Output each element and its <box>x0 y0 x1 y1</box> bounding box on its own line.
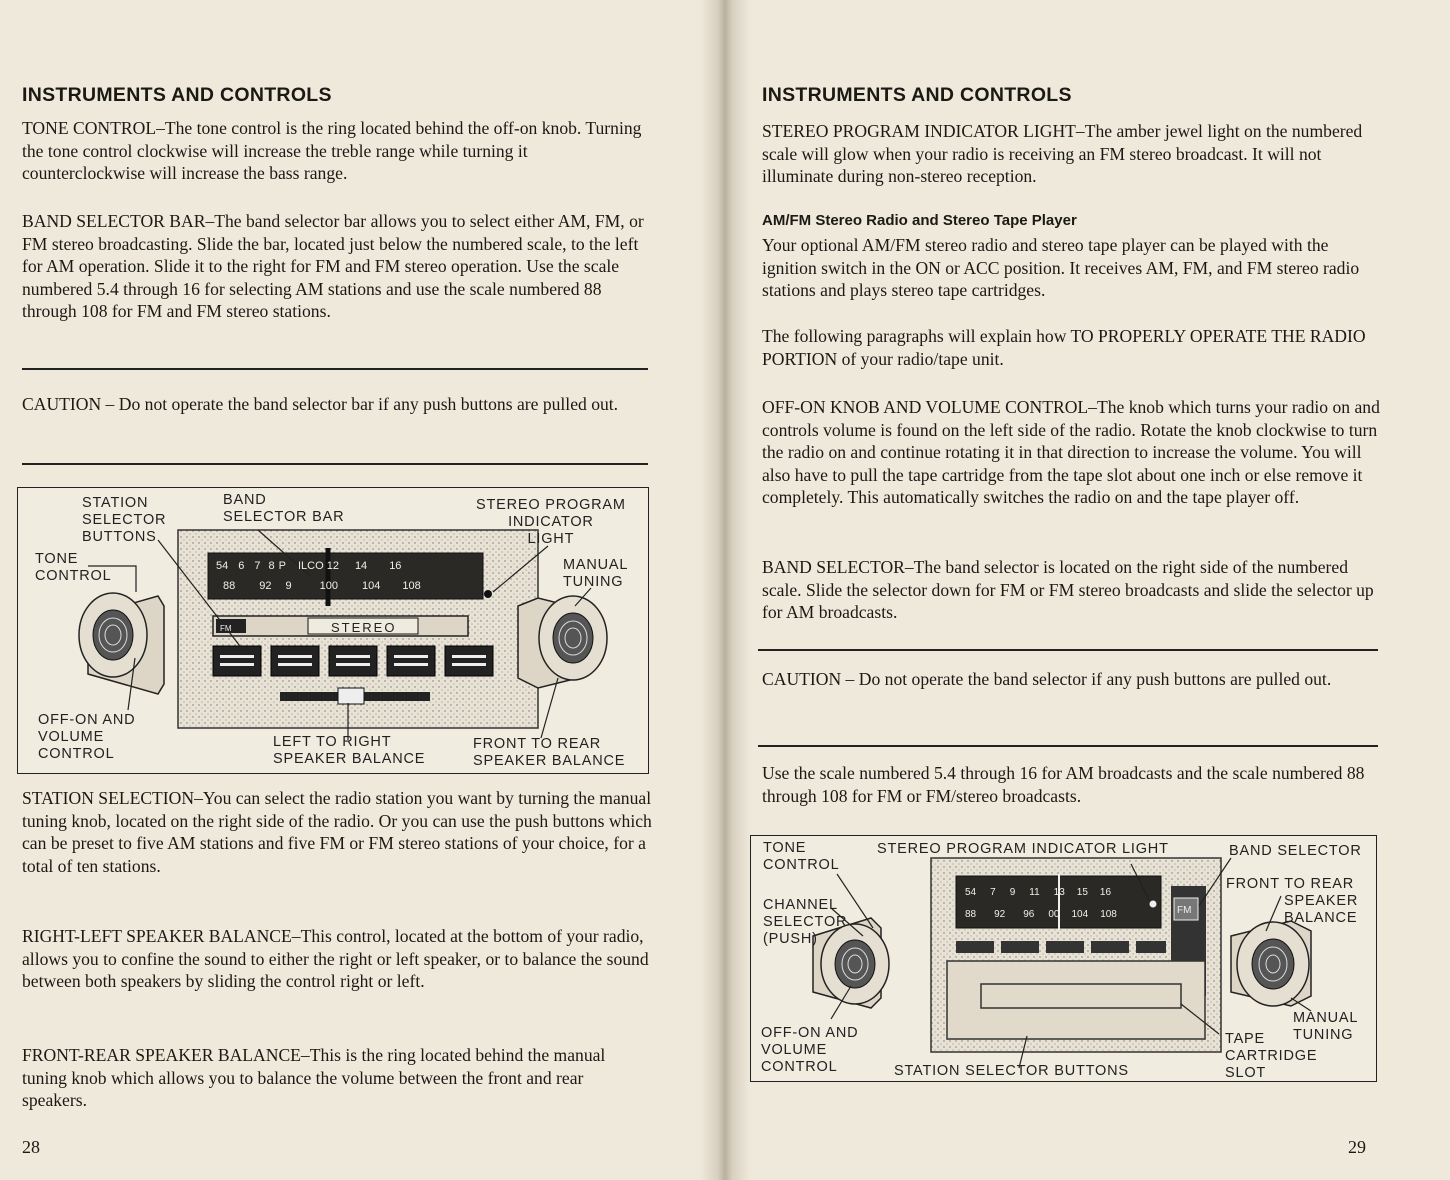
divider <box>758 745 1378 747</box>
off-on-knob-paragraph: OFF-ON KNOB AND VOLUME CONTROL–The knob which turns your radio on and controls volume is found on the left side of the radio. Rotate the knob clockwise to turn the radio on and continue rotating it in that direction to increase the volume. You will also have to pull the tape cartridge from the tape slot about one inch or else remove it completely. This automatically switches the radio on and the tape player off. <box>762 397 1380 507</box>
label-off-on-volume: OFF-ON AND VOLUME CONTROL <box>38 712 136 762</box>
tape-player-intro-paragraph: Your optional AM/FM stereo radio and stereo tape player can be played with the ignition switch in the ON or ACC position. It receives AM, FM, and FM stereo radio stations and plays stereo tape cartridges. <box>762 235 1360 300</box>
page-heading: INSTRUMENTS AND CONTROLS <box>22 84 332 106</box>
push-buttons <box>213 646 493 676</box>
label-stereo-program-indicator: STEREO PROGRAM INDICATOR LIGHT <box>877 841 1169 857</box>
station-selection-paragraph: STATION SELECTION–You can select the radio station you want by turning the manual tuning knob, located on the right side of the radio. Or you can use the push buttons which can be preset to five AM stations and five FM or FM stereo stations of your choice, for a total of ten stations. <box>22 788 652 876</box>
stereo-label: STEREO <box>331 620 397 635</box>
label-band-selector: BAND SELECTOR <box>1229 843 1362 859</box>
push-button <box>387 646 435 676</box>
label-station-selector-buttons: STATION SELECTOR BUTTONS <box>82 495 167 545</box>
push-button <box>1046 941 1084 953</box>
divider <box>22 368 648 370</box>
page-number: 28 <box>22 1137 40 1157</box>
tone-control-paragraph: TONE CONTROL–The tone control is the ring located behind the off-on knob. Turning the tone control clockwise will increase the treble range while turning it counterclockwise will increase the bass range. <box>22 118 642 183</box>
right-knob <box>518 596 607 688</box>
dial-fm-scale: 88 92 9 100 104 108 <box>223 580 421 592</box>
label-front-rear-balance: FRONT TO REAR SPEAKER BALANCE <box>1226 876 1359 926</box>
stereo-indicator-paragraph: STEREO PROGRAM INDICATOR LIGHT–The amber jewel light on the numbered scale will glow when your radio is receiving an FM stereo broadcast. It will not illuminate during non-stereo reception. <box>762 121 1363 186</box>
push-button <box>1091 941 1129 953</box>
divider <box>22 463 648 465</box>
subheading: AM/FM Stereo Radio and Stereo Tape Player <box>762 212 1077 229</box>
following-paragraph: The following paragraphs will explain how TO PROPERLY OPERATE THE RADIO PORTION of your radio/tape unit. <box>762 326 1366 369</box>
push-button <box>329 646 377 676</box>
page-right <box>750 0 1450 1180</box>
band-selector-paragraph: BAND SELECTOR–The band selector is located on the right side of the numbered scale. Slide the selector down for FM or FM stereo broadcasts and slide the selector up for AM broadcasts. <box>762 557 1374 622</box>
stereo-jewel-light <box>1150 901 1157 908</box>
label-channel-selector: CHANNEL SELECTOR (PUSH) <box>763 897 848 947</box>
label-manual-tuning: MANUAL TUNING <box>563 557 629 590</box>
caution-paragraph: CAUTION – Do not operate the band selector bar if any push buttons are pulled out. <box>22 394 619 414</box>
label-front-rear-balance: FRONT TO REAR SPEAKER BALANCE <box>473 736 626 769</box>
tape-radio-diagram <box>750 835 1377 1082</box>
page-number: 29 <box>1348 1137 1366 1157</box>
left-knob <box>79 593 164 694</box>
page-left <box>0 0 700 1180</box>
dial-am-scale: 54 7 9 11 13 15 16 <box>965 887 1112 898</box>
right-left-balance-paragraph: RIGHT-LEFT SPEAKER BALANCE–This control, located at the bottom of your radio, allows you to confine the sound to either the right or left speaker, or to balance the sound between both speakers by sliding the control right or left. <box>22 926 649 991</box>
tape-bay <box>947 961 1205 1039</box>
book-gutter <box>700 0 750 1180</box>
fm-label: FM <box>220 624 232 633</box>
label-tone-control: TONE CONTROL <box>763 840 840 873</box>
push-button <box>1136 941 1166 953</box>
right-knob <box>1231 921 1311 1006</box>
label-stereo-program-indicator: STEREO PROGRAM INDICATOR LIGHT <box>476 497 626 547</box>
push-button <box>271 646 319 676</box>
caution-paragraph: CAUTION – Do not operate the band selector if any push buttons are pulled out. <box>762 669 1332 689</box>
divider <box>758 649 1378 651</box>
push-button <box>445 646 493 676</box>
label-band-selector-bar: BAND SELECTOR BAR <box>223 492 345 525</box>
band-selector-bar-paragraph: BAND SELECTOR BAR–The band selector bar allows you to select either AM, FM, or FM stereo broadcasting. Slide the bar, located just below the numbered scale, to the left for AM operation. Slide it to the right for FM and FM stereo operation. Use the scale numbered 5.4 through 16 for selecting AM stations and use the scale numbered 88 through 108 for FM and FM stereo stations. <box>22 211 644 321</box>
dial-am-scale: 54 6 7 8 P ILCO 12 14 16 <box>216 560 402 572</box>
push-button <box>956 941 994 953</box>
scale-note-paragraph: Use the scale numbered 5.4 through 16 for AM broadcasts and the scale numbered 88 through 108 for FM or FM/stereo broadcasts. <box>762 763 1365 806</box>
push-button <box>213 646 261 676</box>
label-station-selector-buttons: STATION SELECTOR BUTTONS <box>894 1063 1129 1079</box>
page-heading: INSTRUMENTS AND CONTROLS <box>762 84 1072 106</box>
stereo-jewel-light <box>484 590 492 598</box>
radio-diagram <box>17 487 649 774</box>
dial-fm-scale: 88 92 96 00 104 108 <box>965 909 1117 920</box>
label-off-on-volume: OFF-ON AND VOLUME CONTROL <box>761 1025 859 1075</box>
front-rear-balance-paragraph: FRONT-REAR SPEAKER BALANCE–This is the ring located behind the manual tuning knob which allows you to balance the volume between the front and rear speakers. <box>22 1045 606 1110</box>
label-manual-tuning: MANUAL TUNING <box>1293 1010 1359 1043</box>
label-tone-control: TONE CONTROL <box>35 551 112 584</box>
label-tape-slot: TAPE CARTRIDGE SLOT <box>1225 1031 1318 1081</box>
push-button <box>1001 941 1039 953</box>
fm-label: FM <box>1177 905 1192 916</box>
balance-slider-knob <box>338 688 364 704</box>
label-left-right-balance: LEFT TO RIGHT SPEAKER BALANCE <box>273 734 426 767</box>
